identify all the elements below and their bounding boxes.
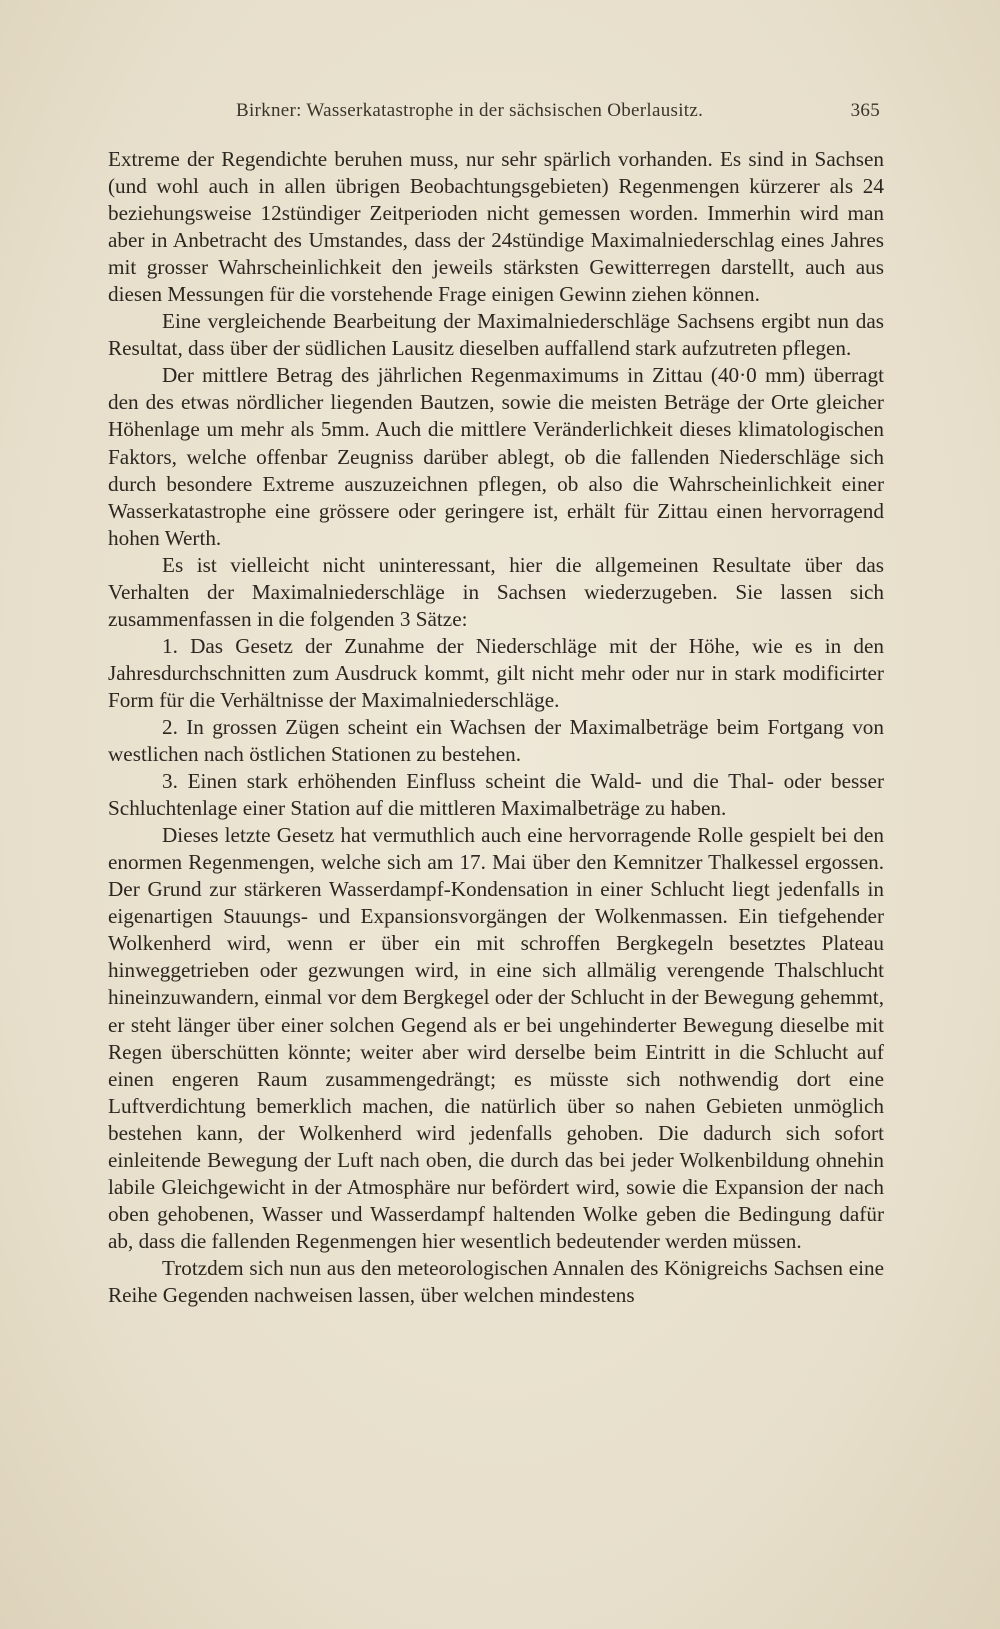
- paragraph: Eine vergleichende Bearbeitung der Maximalniederschläge Sachsens ergibt nun das Resultat, dass über der südlichen Lausitz dieselben auffallend stark aufzutreten pflegen.: [108, 309, 884, 361]
- running-title: Birkner: Wasserkatastrophe in der sächsischen Oberlausitz.: [236, 100, 704, 121]
- page-header: [108, 100, 880, 126]
- page-number: 365: [850, 100, 880, 121]
- paragraph: Trotzdem sich nun aus den meteorologischen Annalen des Königreichs Sachsen eine Reihe Gegenden nachweisen lassen, über welchen mindestens: [108, 1255, 884, 1307]
- numbered-item: 3. Einen stark erhöhenden Einfluss scheint die Wald- und die Thal- oder besser Schluchtenlage einer Station auf die mittleren Maximalbeträge zu haben.: [108, 769, 884, 821]
- paragraph: Extreme der Regendichte beruhen muss, nur sehr spärlich vorhanden. Es sind in Sachsen (und wohl auch in allen übrigen Beobachtungsgebieten) Regenmengen kürzerer als 24 beziehungsweise 12stündiger Zeitperioden nicht gemessen worden. Immerhin wird man aber in Anbetracht des Umstandes, dass der 24stündige Maximalniederschlag eines Jahres mit grosser Wahrscheinlichkeit den jeweils stärksten Gewitterregen darstellt, auch aus diesen Messungen für die vorstehende Frage einigen Gewinn ziehen können.: [108, 147, 884, 307]
- paragraph: Dieses letzte Gesetz hat vermuthlich auch eine hervorragende Rolle gespielt bei den enormen Regenmengen, welche sich am 17. Mai über den Kemnitzer Thalkessel ergossen. Der Grund zur stärkeren Wasserdampf-Kondensation in einer Schlucht liegt jedenfalls in eigenartigen Stauungs- und Expansionsvorgängen der Wolkenmassen. Ein tiefgehender Wolkenherd wird, wenn er über ein mit schroffen Bergkegeln besetztes Plateau hinweggetrieben oder gezwungen wird, in eine sich allmälig verengende Thalschlucht hineinzuwandern, einmal vor dem Bergkegel oder der Schlucht in der Bewegung gehemmt, er steht länger über einer solchen Gegend als er bei ungehinderter Bewegung dieselbe mit Regen überschütten könnte; weiter aber wird derselbe beim Eintritt in die Schlucht auf einen engeren Raum zusammengedrängt; es müsste sich nothwendig dort eine Luftverdichtung bemerklich machen, die natürlich über so nahen Gebieten unmöglich bestehen kann, der Wolkenherd wird jedenfalls gehoben. Die dadurch sich sofort einleitende Bewegung der Luft nach oben, die durch das bei jeder Wolkenbildung ohnehin labile Gleichgewicht in der Atmosphäre nur befördert wird, sowie die Expansion der nach oben gehobenen, Wasser und Wasserdampf haltenden Wolke geben die Bedingung dafür ab, dass die fallenden Regenmengen hier wesentlich bedeutender werden müssen.: [108, 823, 884, 1253]
- numbered-item: 2. In grossen Zügen scheint ein Wachsen der Maximalbeträge beim Fortgang von westlichen nach östlichen Stationen zu bestehen.: [108, 714, 884, 767]
- paragraph: Der mittlere Betrag des jährlichen Regenmaximums in Zittau (40·0 mm) überragt den des etwas nördlicher liegenden Bautzen, sowie die meisten Beträge der Orte gleicher Höhenlage um mehr als 5mm. Auch die mittlere Veränderlichkeit dieses klimatologischen Faktors, welche offenbar Zeugniss darüber ablegt, ob die fallenden Niederschläge sich durch besondere Extreme auszuzeichnen pflegen, ob also die Wahrscheinlichkeit einer Wasserkatastrophe eine grössere oder geringere ist, erhält für Zittau einen hervorragend hohen Werth.: [108, 363, 884, 550]
- numbered-item: 1. Das Gesetz der Zunahme der Niederschläge mit der Höhe, wie es in den Jahresdurchschnitten zum Ausdruck kommt, gilt nicht mehr oder nur in stark modificirter Form für die Verhältnisse der Maximalniederschläge.: [108, 633, 884, 712]
- paragraph: Es ist vielleicht nicht uninteressant, hier die allgemeinen Resultate über das Verhalten der Maximalniederschläge in Sachsen wiederzugeben. Sie lassen sich zusammenfassen in die folgenden 3 Sätze:: [108, 552, 884, 631]
- body-text: [108, 146, 884, 1309]
